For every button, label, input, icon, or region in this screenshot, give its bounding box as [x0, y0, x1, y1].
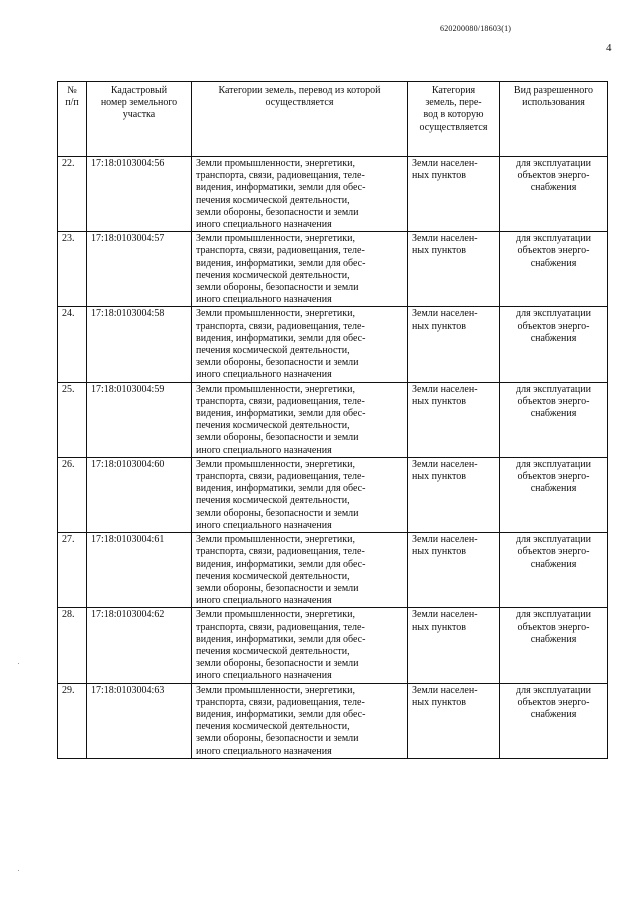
row-number: 25.	[58, 382, 87, 457]
row-number: 24.	[58, 307, 87, 382]
cadastral-number: 17:18:0103004:58	[87, 307, 192, 382]
document-id: 620200080/18603(1)	[440, 24, 512, 33]
cadastral-number: 17:18:0103004:59	[87, 382, 192, 457]
target-land-category: Земли населен- ных пунктов	[408, 533, 500, 608]
permitted-use: для эксплуатации объектов энерго- снабжения	[500, 608, 608, 683]
current-land-category: Земли промышленности, энергетики, транспорта, связи, радиовещания, теле- видения, информатики, земли для обес- печения космической деятельности, земли обороны, безопасности и земли иного специального назначения	[192, 307, 408, 382]
row-number: 27.	[58, 533, 87, 608]
table-row	[58, 307, 608, 382]
header-row-number: № п/п	[58, 82, 87, 157]
current-land-category: Земли промышленности, энергетики, транспорта, связи, радиовещания, теле- видения, информатики, земли для обес- печения космической деятельности, земли обороны, безопасности и земли иного специального назначения	[192, 683, 408, 758]
permitted-use: для эксплуатации объектов энерго- снабжения	[500, 457, 608, 532]
table-row	[58, 533, 608, 608]
permitted-use: для эксплуатации объектов энерго- снабжения	[500, 382, 608, 457]
row-number: 26.	[58, 457, 87, 532]
header-current-category: Категории земель, перевод из которой осуществляется	[192, 82, 408, 157]
row-number: 28.	[58, 608, 87, 683]
target-land-category: Земли населен- ных пунктов	[408, 157, 500, 232]
header-permitted-use: Вид разрешенного использования	[500, 82, 608, 157]
row-number: 22.	[58, 157, 87, 232]
target-land-category: Земли населен- ных пунктов	[408, 608, 500, 683]
current-land-category: Земли промышленности, энергетики, транспорта, связи, радиовещания, теле- видения, информатики, земли для обес- печения космической деятельности, земли обороны, безопасности и земли иного специального назначения	[192, 457, 408, 532]
scan-speck	[18, 870, 19, 871]
target-land-category: Земли населен- ных пунктов	[408, 683, 500, 758]
header-target-category: Категория земель, пере- вод в которую осуществляется	[408, 82, 500, 157]
cadastral-number: 17:18:0103004:62	[87, 608, 192, 683]
permitted-use: для эксплуатации объектов энерго- снабжения	[500, 533, 608, 608]
page-number: 4	[606, 42, 612, 54]
cadastral-number: 17:18:0103004:61	[87, 533, 192, 608]
permitted-use: для эксплуатации объектов энерго- снабжения	[500, 232, 608, 307]
cadastral-number: 17:18:0103004:60	[87, 457, 192, 532]
current-land-category: Земли промышленности, энергетики, транспорта, связи, радиовещания, теле- видения, информатики, земли для обес- печения космической деятельности, земли обороны, безопасности и земли иного специального назначения	[192, 157, 408, 232]
table-row	[58, 683, 608, 758]
permitted-use: для эксплуатации объектов энерго- снабжения	[500, 307, 608, 382]
cadastral-number: 17:18:0103004:63	[87, 683, 192, 758]
land-category-table	[57, 81, 608, 759]
row-number: 29.	[58, 683, 87, 758]
target-land-category: Земли населен- ных пунктов	[408, 457, 500, 532]
scan-speck	[18, 663, 19, 664]
permitted-use: для эксплуатации объектов энерго- снабжения	[500, 157, 608, 232]
current-land-category: Земли промышленности, энергетики, транспорта, связи, радиовещания, теле- видения, информатики, земли для обес- печения космической деятельности, земли обороны, безопасности и земли иного специального назначения	[192, 382, 408, 457]
table-body	[58, 157, 608, 759]
target-land-category: Земли населен- ных пунктов	[408, 382, 500, 457]
current-land-category: Земли промышленности, энергетики, транспорта, связи, радиовещания, теле- видения, информатики, земли для обес- печения космической деятельности, земли обороны, безопасности и земли иного специального назначения	[192, 608, 408, 683]
header-cadastral-number: Кадастровый номер земельного участка	[87, 82, 192, 157]
permitted-use: для эксплуатации объектов энерго- снабжения	[500, 683, 608, 758]
table-row	[58, 457, 608, 532]
current-land-category: Земли промышленности, энергетики, транспорта, связи, радиовещания, теле- видения, информатики, земли для обес- печения космической деятельности, земли обороны, безопасности и земли иного специального назначения	[192, 232, 408, 307]
table-header-row	[58, 82, 608, 157]
row-number: 23.	[58, 232, 87, 307]
target-land-category: Земли населен- ных пунктов	[408, 307, 500, 382]
cadastral-number: 17:18:0103004:56	[87, 157, 192, 232]
target-land-category: Земли населен- ных пунктов	[408, 232, 500, 307]
table-row	[58, 382, 608, 457]
cadastral-number: 17:18:0103004:57	[87, 232, 192, 307]
table-row	[58, 157, 608, 232]
current-land-category: Земли промышленности, энергетики, транспорта, связи, радиовещания, теле- видения, информатики, земли для обес- печения космической деятельности, земли обороны, безопасности и земли иного специального назначения	[192, 533, 408, 608]
table-row	[58, 608, 608, 683]
table-row	[58, 232, 608, 307]
